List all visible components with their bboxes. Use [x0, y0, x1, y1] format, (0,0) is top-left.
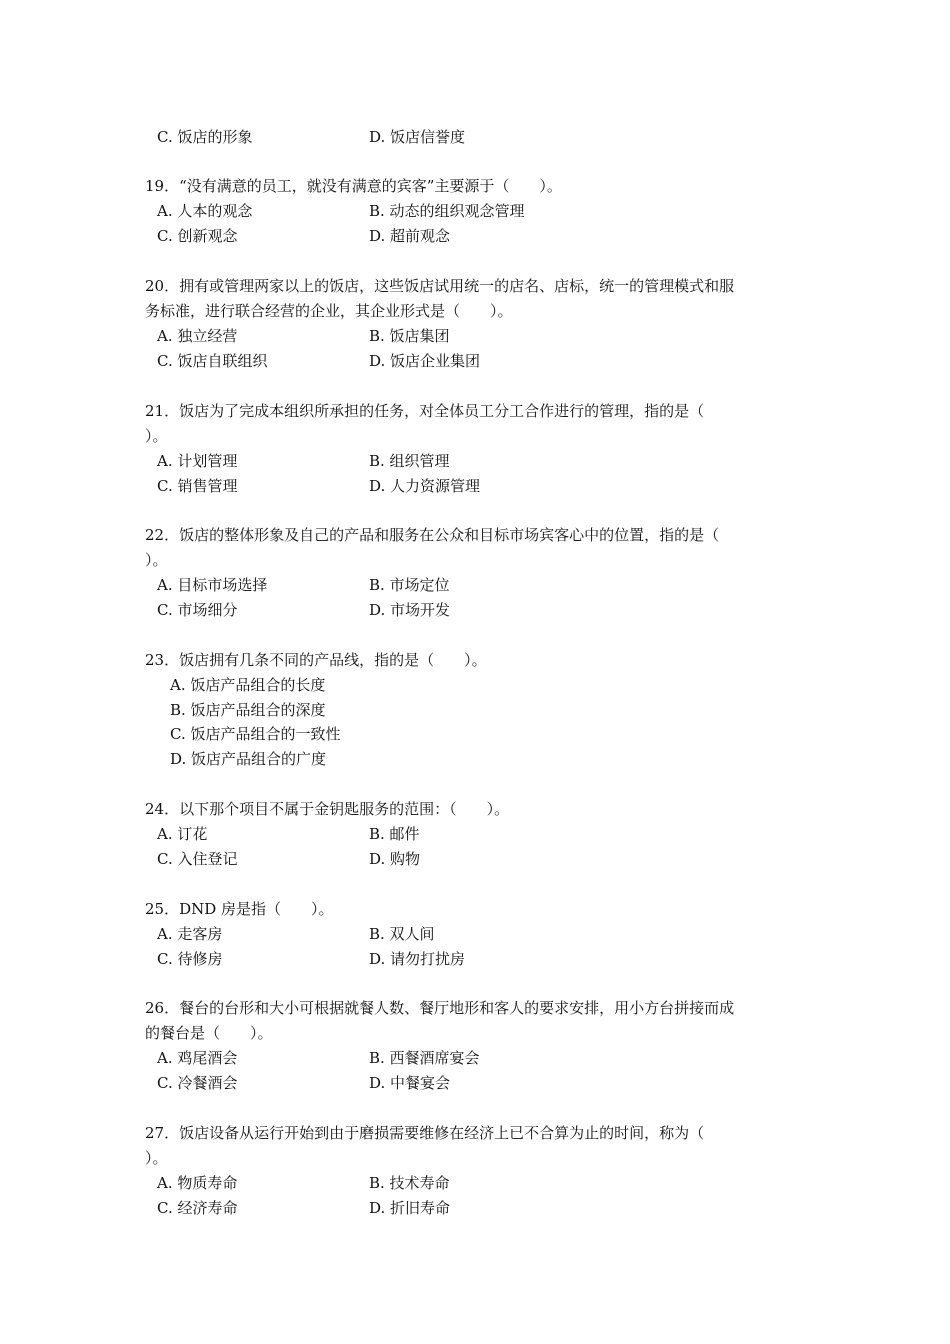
question-20-stem: 20．拥有或管理两家以上的饭店，这些饭店试用统一的店名、店标，统一的管理模式和服	[145, 277, 735, 295]
option-20-a: A. 独立经营	[157, 327, 238, 345]
option-27-d: D. 折旧寿命	[369, 1199, 451, 1217]
option-18-d: D. 饭店信誉度	[369, 128, 466, 146]
option-18-c: C. 饭店的形象	[157, 128, 253, 146]
option-24-d: D. 购物	[369, 850, 421, 868]
option-19-a: A. 人本的观念	[157, 202, 253, 220]
option-23-c: C. 饭店产品组合的一致性	[170, 725, 341, 743]
question-19-stem: 19．“没有满意的员工，就没有满意的宾客”主要源于（ ）。	[145, 177, 562, 195]
option-19-d: D. 超前观念	[369, 227, 451, 245]
option-24-a: A. 订花	[157, 825, 208, 843]
option-21-c: C. 销售管理	[157, 477, 238, 495]
option-23-a: A. 饭店产品组合的长度	[170, 676, 326, 694]
option-25-c: C. 待修房	[157, 950, 223, 968]
question-22-stem-cont: ）。	[145, 551, 168, 569]
option-22-d: D. 市场开发	[369, 601, 451, 619]
option-21-a: A. 计划管理	[157, 452, 238, 470]
question-26-stem: 26．餐台的台形和大小可根据就餐人数、餐厅地形和客人的要求安排，用小方台拼接而成	[145, 999, 735, 1017]
option-25-d: D. 请勿打扰房	[369, 950, 466, 968]
question-23-stem: 23．饭店拥有几条不同的产品线，指的是（ ）。	[145, 651, 487, 669]
question-26-stem-cont: 的餐台是（ ）。	[145, 1024, 273, 1042]
option-21-b: B. 组织管理	[369, 452, 450, 470]
question-24-stem: 24．以下那个项目不属于金钥匙服务的范围：（ ）。	[145, 800, 510, 818]
option-23-d: D. 饭店产品组合的广度	[170, 750, 327, 768]
option-19-c: C. 创新观念	[157, 227, 238, 245]
question-25-stem: 25．DND 房是指（ ）。	[145, 900, 334, 918]
option-26-b: B. 西餐酒席宴会	[369, 1049, 480, 1067]
option-26-d: D. 中餐宴会	[369, 1074, 451, 1092]
question-20-stem-cont: 务标准，进行联合经营的企业，其企业形式是（ ）。	[145, 302, 513, 320]
option-26-c: C. 冷餐酒会	[157, 1074, 238, 1092]
question-27-stem-cont: ）。	[145, 1149, 168, 1167]
option-20-b: B. 饭店集团	[369, 327, 450, 345]
option-21-d: D. 人力资源管理	[369, 477, 481, 495]
question-21-stem: 21．饭店为了完成本组织所承担的任务，对全体员工分工合作进行的管理，指的是（	[145, 402, 705, 420]
option-27-c: C. 经济寿命	[157, 1199, 238, 1217]
option-24-b: B. 邮件	[369, 825, 420, 843]
option-25-a: A. 走客房	[157, 925, 223, 943]
option-23-b: B. 饭店产品组合的深度	[170, 701, 326, 719]
option-27-b: B. 技术寿命	[369, 1174, 450, 1192]
option-26-a: A. 鸡尾酒会	[157, 1049, 238, 1067]
option-19-b: B. 动态的组织观念管理	[369, 202, 525, 220]
option-20-d: D. 饭店企业集团	[369, 352, 481, 370]
option-24-c: C. 入住登记	[157, 850, 238, 868]
option-27-a: A. 物质寿命	[157, 1174, 238, 1192]
question-27-stem: 27．饭店设备从运行开始到由于磨损需要维修在经济上已不合算为止的时间，称为（	[145, 1124, 705, 1142]
question-22-stem: 22．饭店的整体形象及自己的产品和服务在公众和目标市场宾客心中的位置，指的是（	[145, 526, 720, 544]
question-21-stem-cont: ）。	[145, 427, 168, 445]
option-22-a: A. 目标市场选择	[157, 576, 268, 594]
option-22-b: B. 市场定位	[369, 576, 450, 594]
option-25-b: B. 双人间	[369, 925, 435, 943]
option-22-c: C. 市场细分	[157, 601, 238, 619]
option-20-c: C. 饭店自联组织	[157, 352, 268, 370]
